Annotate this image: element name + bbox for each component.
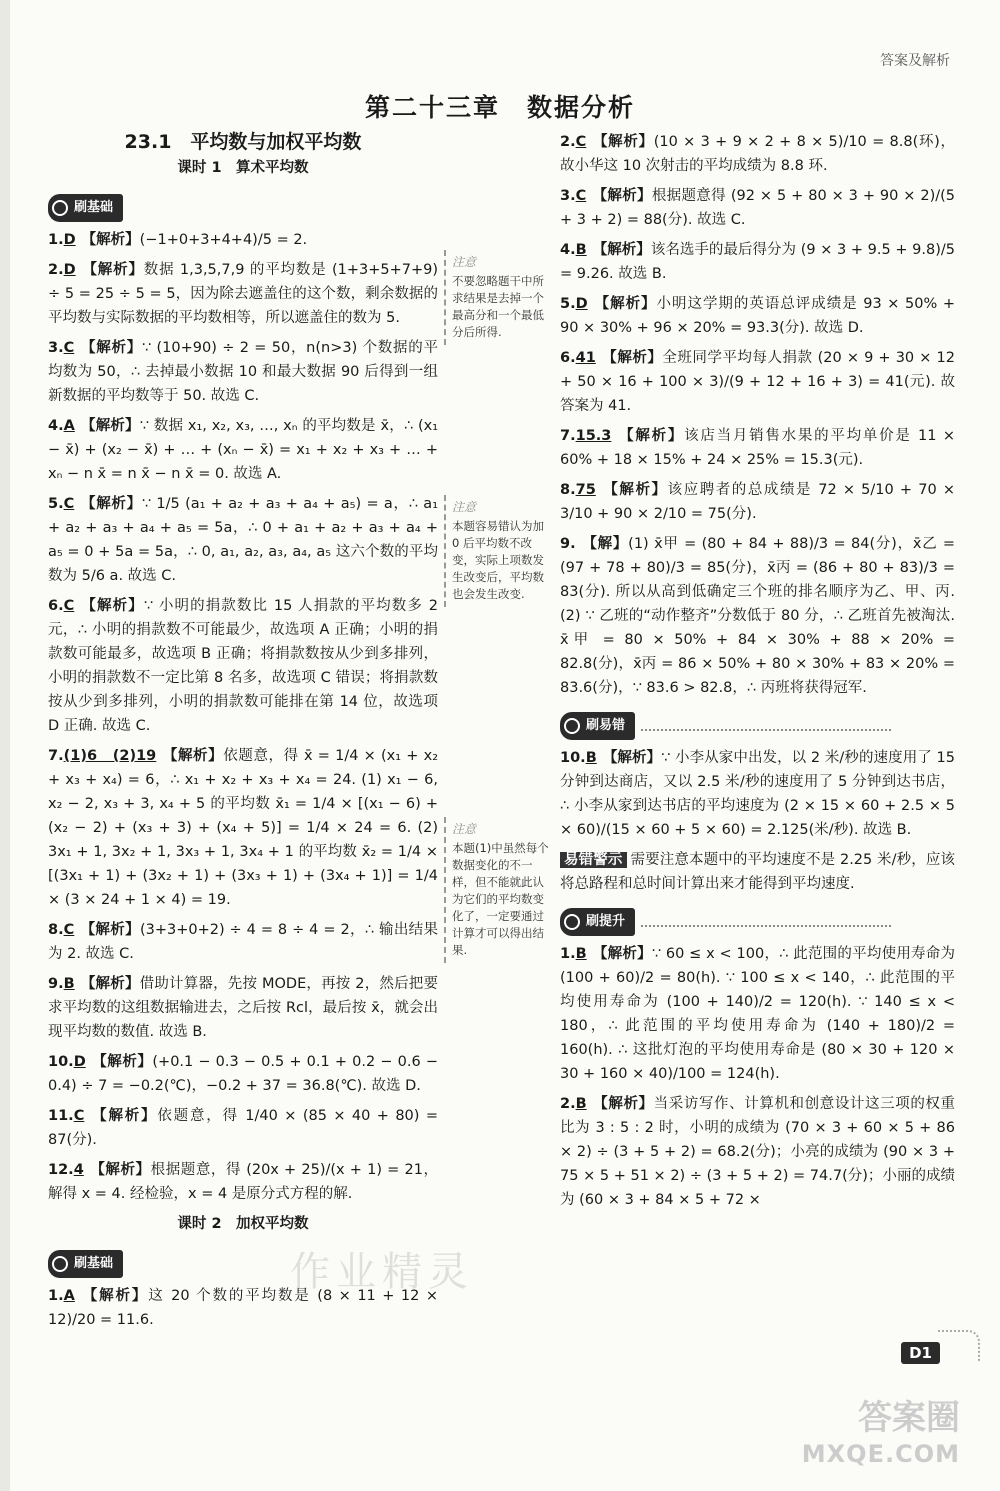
answer-ans: B	[575, 1096, 587, 1112]
answer-ans: (1)6 (2)19	[63, 748, 157, 764]
lesson-1-title: 课时 1 算术平均数	[177, 160, 309, 176]
answer-item	[48, 414, 438, 486]
answer-ans: C	[575, 134, 587, 150]
answer-tag: 【解析】	[601, 482, 668, 498]
badge-row-improve	[560, 902, 955, 942]
answer-text: 小明这学期的英语总评成绩是 93 × 50% + 90 × 30% + 96 × 20% = 93.3(分). 故选 D.	[560, 296, 955, 336]
answer-text: (−1+0+3+4+4)/5 = 2.	[139, 232, 308, 248]
right-answer-list	[560, 130, 955, 700]
improve-badge	[560, 908, 635, 936]
answer-tag: 【解析】	[592, 188, 652, 204]
dotted-divider	[641, 729, 891, 731]
answer-ans: D	[575, 296, 588, 312]
answer-tag: 【解析】	[80, 976, 140, 992]
answer-item	[560, 942, 955, 1086]
answer-tag: 【解析】	[602, 750, 662, 766]
answer-ans: D	[63, 232, 76, 248]
page-edge	[0, 0, 10, 1491]
answer-item	[560, 346, 955, 418]
mistake-answer-list	[560, 746, 955, 842]
warning-block	[560, 848, 955, 896]
warning-label: 易错警示	[560, 852, 627, 868]
answer-item	[48, 1050, 438, 1098]
badge-ring-icon	[564, 718, 580, 734]
answer-num: 2.	[48, 262, 64, 278]
badge-ring-icon	[564, 914, 580, 930]
answer-text: 依题意，得 x̄ = 1/4 × (x₁ + x₂ + x₃ + x₄) = 6，∴ x₁ + x₂ + x₃ + x₄ = 24. (1) x₁ − 6, x₂ − 2, x₃ + 3, x₄ + 5 的平均数 x̄₁ = 1/4 × [(x₁ − 6) + (x₂ − 2) + (x₃ + 3) + (x₄ + 5)] = 1/4 × 24 = 6. (2) 3x₁ + 1, 3x₂ + 1, 3x₃ + 1, 3x₄ + 1 的平均数 x̄₂ = 1/4 × [(3x₁ + 1) + (3x₂ + 1) + (3x₃ + 1) + (3x₄ + 1)] = 1/4 × (3 × 24 + 1 × 4) = 19.	[48, 748, 439, 908]
answer-num: 1.	[48, 1288, 64, 1304]
answer-text: 该应聘者的总成绩是 72 × 5/10 + 70 × 3/10 + 90 × 2/10 = 75(分).	[560, 482, 955, 522]
answer-ans: D	[63, 262, 76, 278]
answer-tag: 【解析】	[162, 748, 224, 764]
answer-item	[560, 130, 955, 178]
badge-row-mistake	[560, 706, 955, 746]
answer-text: 借助计算器，先按 MODE，再按 2，然后把要求平均数的这组数据输进去，之后按 Rcl，最后按 x̄，就会出现平均数的数值. 故选 B.	[48, 976, 438, 1040]
answer-num: 4.	[48, 418, 64, 434]
answer-num: 4.	[560, 242, 576, 258]
answer-num: 5.	[48, 496, 64, 512]
answer-ans: C	[63, 340, 75, 356]
answer-item	[48, 594, 438, 738]
answer-item	[560, 292, 955, 340]
lesson-2-title: 课时 2 加权平均数	[177, 1216, 309, 1232]
note-label: 注意	[452, 255, 477, 269]
basic-badge-2-label: 刷基础	[74, 1256, 114, 1271]
answer-item	[48, 972, 438, 1044]
warning-text: 需要注意本题中的平均速度不是 2.25 米/秒，应该将总路程和总时间计算出来才能得到平均速度.	[560, 852, 955, 892]
watermark-logo: 答案圈	[858, 1398, 960, 1438]
answer-tag: 【解】	[581, 536, 629, 552]
answer-ans: 41	[575, 350, 596, 366]
answer-num: 11.	[48, 1108, 74, 1124]
answer-ans: B	[575, 242, 587, 258]
answer-item	[560, 238, 955, 286]
answer-item	[48, 228, 438, 252]
answer-text: (+0.1 − 0.3 − 0.5 + 0.1 + 0.2 − 0.6 − 0.4) ÷ 7 = −0.2(℃)，−0.2 + 37 = 36.8(℃). 故选 D.	[48, 1054, 438, 1094]
answer-text: 全班同学平均每人捐款 (20 × 9 + 30 × 12 + 50 × 16 + 100 × 3)/(9 + 12 + 16 + 3) = 41(元). 故答案为 41.	[560, 350, 955, 414]
answer-num: 3.	[560, 188, 576, 204]
answer-ans: 4	[73, 1162, 84, 1178]
answer-num: 9.	[48, 976, 64, 992]
dotted-divider	[641, 925, 891, 927]
answer-text: 根据题意得 (92 × 5 + 80 × 3 + 90 × 2)/(5 + 3 + 2) = 88(分). 故选 C.	[560, 188, 955, 228]
answer-text: 依题意，得 1/40 × (85 × 40 + 80) = 87(分).	[48, 1108, 438, 1148]
answer-text: ∵ (10+90) ÷ 2 = 50，n(n>3) 个数据的平均数为 50，∴ 去掉最小数据 10 和最大数据 90 后得到一组新数据的平均数等于 50. 故选 C.	[48, 340, 439, 404]
page-number: D1	[901, 1342, 940, 1364]
answer-ans: 15.3	[575, 428, 612, 444]
answer-tag: 【解析】	[592, 242, 651, 258]
answer-ans: C	[73, 1108, 85, 1124]
note-text-3: 本题(1)中虽然每个数据变化的不一样，但不能就此认为它们的平均数变化了，一定要通过计算才可以得出结果.	[452, 841, 549, 957]
answer-num: 8.	[48, 922, 64, 938]
note-text-1: 不要忽略题干中所求结果是去掉一个最高分和一个最低分后所得.	[452, 274, 544, 339]
chapter-title: 第二十三章 数据分析	[364, 93, 635, 122]
watermark-mid: 作业精灵	[290, 1249, 474, 1295]
answer-text: 数据 1,3,5,7,9 的平均数是 (1+3+5+7+9) ÷ 5 = 25 ÷ 5 = 5，因为除去遮盖住的这个数，剩余数据的平均数与实际数据的平均数相等，所以遮盖住的数为 5.	[48, 262, 438, 326]
answer-item	[560, 424, 955, 472]
answer-tag: 【解析】	[80, 922, 140, 938]
answer-num: 10.	[48, 1054, 74, 1070]
badge-ring-icon	[52, 1256, 68, 1272]
answer-ans: C	[63, 598, 75, 614]
answer-tag: 【解析】	[81, 232, 140, 248]
answer-tag: 【解析】	[80, 418, 140, 434]
answer-tag: 【解析】	[593, 296, 657, 312]
answer-text: ∵ 1/5 (a₁ + a₂ + a₃ + a₄ + a₅) = a，∴ a₁ + a₂ + a₃ + a₄ + a₅ = 5a，∴ 0 + a₁ + a₂ + a₃ + a₄ + a₅ = 0 + 5a = 5a，∴ 0, a₁, a₂, a₃, a₄, a₅ 这六个数的平均数为 5/6 a. 故选 C.	[48, 496, 439, 584]
answer-tag: 【解析】	[592, 134, 654, 150]
answer-text: (10 × 3 + 9 × 2 + 8 × 5)/10 = 8.8(环)，故小华这 10 次射击的平均成绩为 8.8 环.	[560, 134, 955, 174]
right-column	[560, 130, 955, 1218]
answer-item	[560, 184, 955, 232]
answer-text: ∵ 数据 x₁, x₂, x₃, …, xₙ 的平均数是 x̄，∴ (x₁ − x̄) + (x₂ − x̄) + … + (xₙ − x̄) = x₁ + x₂ + x₃ + … + xₙ − n x̄ = n x̄ − n x̄ = 0. 故选 A.	[48, 418, 439, 482]
answer-ans: A	[63, 1288, 75, 1304]
answer-ans: B	[63, 976, 75, 992]
answer-tag: 【解析】	[592, 946, 652, 962]
answer-tag: 【解析】	[91, 1054, 153, 1070]
answer-num: 3.	[48, 340, 64, 356]
answer-text: ∵ 小李从家中出发，以 2 米/秒的速度用了 15 分钟到达商店，又以 2.5 米/秒的速度用了 5 分钟到达书店，∴ 小李从家到达书店的平均速度为 (2 × 15 × 60 + 2.5 × 5 × 60)/(15 × 60 + 5 × 60) = 2.125(米/秒). 故选 B.	[560, 750, 955, 838]
answer-ans: B	[585, 750, 597, 766]
answer-ans: B	[575, 946, 587, 962]
answer-tag: 【解析】	[80, 496, 142, 512]
improve-badge-label: 刷提升	[586, 914, 626, 929]
answer-tag: 【解析】	[592, 1096, 654, 1112]
answer-text: 这 20 个数的平均数是 (8 × 11 + 12 × 12)/20 = 11.6.	[48, 1288, 439, 1328]
answer-text: (1) x̄甲 = (80 + 84 + 88)/3 = 84(分)，x̄乙 = (97 + 78 + 80)/3 = 85(分)，x̄丙 = (86 + 80 + 83)/3 = 83(分). 所以从高到低确定三个班的排名顺序为乙、甲、丙. (2) ∵ 乙班的“动作整齐”分数低于 80 分，∴ 乙班首先被淘汰. x̄甲 = 80 × 50% + 84 × 30% + 88 × 20% = 82.8(分)，x̄丙 = 86 × 50% + 80 × 30% + 83 × 20% = 83.6(分)，∵ 83.6 > 82.8，∴ 丙班将获得冠军.	[560, 536, 955, 696]
answer-text: 该店当月销售水果的平均单价是 11 × 60% + 18 × 15% + 24 × 25% = 15.3(元).	[560, 428, 955, 468]
answer-num: 12.	[48, 1162, 74, 1178]
corner-dots	[938, 1330, 980, 1362]
answer-num: 7.	[560, 428, 576, 444]
answer-text: 该名选手的最后得分为 (9 × 3 + 9.5 + 9.8)/5 = 9.26. 故选 B.	[560, 242, 955, 282]
left-answer-list	[48, 228, 438, 1206]
answer-ans: A	[63, 418, 75, 434]
answer-num: 9.	[560, 536, 576, 552]
answer-item	[560, 478, 955, 526]
answer-num: 2.	[560, 134, 576, 150]
answer-text: 当采访写作、计算机和创意设计这三项的权重比为 3 : 5 : 2 时，小明的成绩为 (70 × 3 + 60 × 5 + 86 × 2) ÷ (3 + 5 + 2) = 68.2(分)；小亮的成绩为 (90 × 3 + 75 × 5 + 51 × 2) ÷ (3 + 5 + 2) = 74.7(分)；小丽的成绩为 (60 × 3 + 84 × 5 + 72 ×	[560, 1096, 956, 1208]
answer-item	[48, 1158, 438, 1206]
notes-column	[444, 250, 556, 973]
answer-ans: C	[63, 496, 75, 512]
answer-num: 8.	[560, 482, 576, 498]
answer-item	[48, 492, 438, 588]
note-label: 注意	[452, 822, 477, 836]
answer-num: 1.	[48, 232, 64, 248]
answer-item	[48, 258, 438, 330]
section-title: 23.1 平均数与加权平均数	[124, 131, 362, 153]
answer-num: 10.	[560, 750, 586, 766]
note-box-1	[444, 250, 556, 345]
answer-text: ∵ 60 ≤ x < 100，∴ 此范围的平均使用寿命为 (100 + 60)/2 = 80(h). ∵ 100 ≤ x < 140，∴ 此范围的平均使用寿命为 (100 + 140)/2 = 120(h). ∵ 140 ≤ x < 180，∴ 此范围的平均使用寿命为 (140 + 180)/2 = 160(h). ∴ 这批灯泡的平均使用寿命是 (80 × 30 + 120 × 30 + 160 × 40)/100 = 124(h).	[560, 946, 955, 1082]
answer-text: 根据题意，得 (20x + 25)/(x + 1) = 21，解得 x = 4. 经检验，x = 4 是原分式方程的解.	[48, 1162, 439, 1202]
answer-text: ∵ 小明的捐款数比 15 人捐款的平均数多 2 元，∴ 小明的捐款数不可能最少，故选项 A 正确；小明的捐款数可能最多，故选项 B 正确；将捐款数按从少到多排列，小明的捐款数不一定比第 8 名多，故选项 C 错误；将捐款数按从少到多排列，小明的捐款数可能排在第 14 位，故选项 D 正确. 故选 C.	[48, 598, 438, 734]
answer-item	[48, 336, 438, 408]
mistake-badge	[560, 712, 635, 740]
answer-item	[48, 918, 438, 966]
answer-tag: 【解析】	[80, 1288, 149, 1304]
improve-answer-list	[560, 942, 955, 1212]
note-box-2	[444, 495, 556, 607]
note-box-3	[444, 817, 556, 963]
answer-tag: 【解析】	[80, 340, 142, 356]
answer-item	[48, 744, 438, 912]
answer-num: 7.	[48, 748, 64, 764]
answer-ans: 75	[575, 482, 596, 498]
answer-text: (3+3+0+2) ÷ 4 = 8 ÷ 4 = 2，∴ 输出结果为 2. 故选 C.	[48, 922, 439, 962]
answer-item	[560, 532, 955, 700]
answer-tag: 【解析】	[89, 1162, 151, 1178]
answer-tag: 【解析】	[617, 428, 685, 444]
answer-ans: C	[575, 188, 587, 204]
header-tag: 答案及解析	[880, 53, 950, 69]
answer-num: 1.	[560, 946, 576, 962]
watermark-site: MXQE.COM	[801, 1440, 960, 1468]
answer-tag: 【解析】	[81, 262, 144, 278]
answer-item	[560, 746, 955, 842]
badge-ring-icon	[52, 200, 68, 216]
note-text-2: 本题容易错认为加 0 后平均数不改变，实际上项数发生改变后，平均数也会发生改变.	[452, 519, 544, 601]
answer-tag: 【解析】	[90, 1108, 158, 1124]
badge-row	[48, 188, 438, 228]
answer-tag: 【解析】	[601, 350, 663, 366]
note-label: 注意	[452, 500, 477, 514]
left-column	[48, 130, 438, 1338]
answer-item	[48, 1104, 438, 1152]
basic-badge-label: 刷基础	[74, 200, 114, 215]
answer-num: 2.	[560, 1096, 576, 1112]
answer-tag: 【解析】	[80, 598, 144, 614]
answer-num: 6.	[560, 350, 576, 366]
answer-num: 6.	[48, 598, 64, 614]
answer-ans: D	[73, 1054, 86, 1070]
answer-item	[560, 1092, 955, 1212]
answer-ans: C	[63, 922, 75, 938]
answer-num: 5.	[560, 296, 576, 312]
basic-badge-2	[48, 1250, 123, 1278]
basic-badge	[48, 194, 123, 222]
mistake-badge-label: 刷易错	[586, 718, 626, 733]
